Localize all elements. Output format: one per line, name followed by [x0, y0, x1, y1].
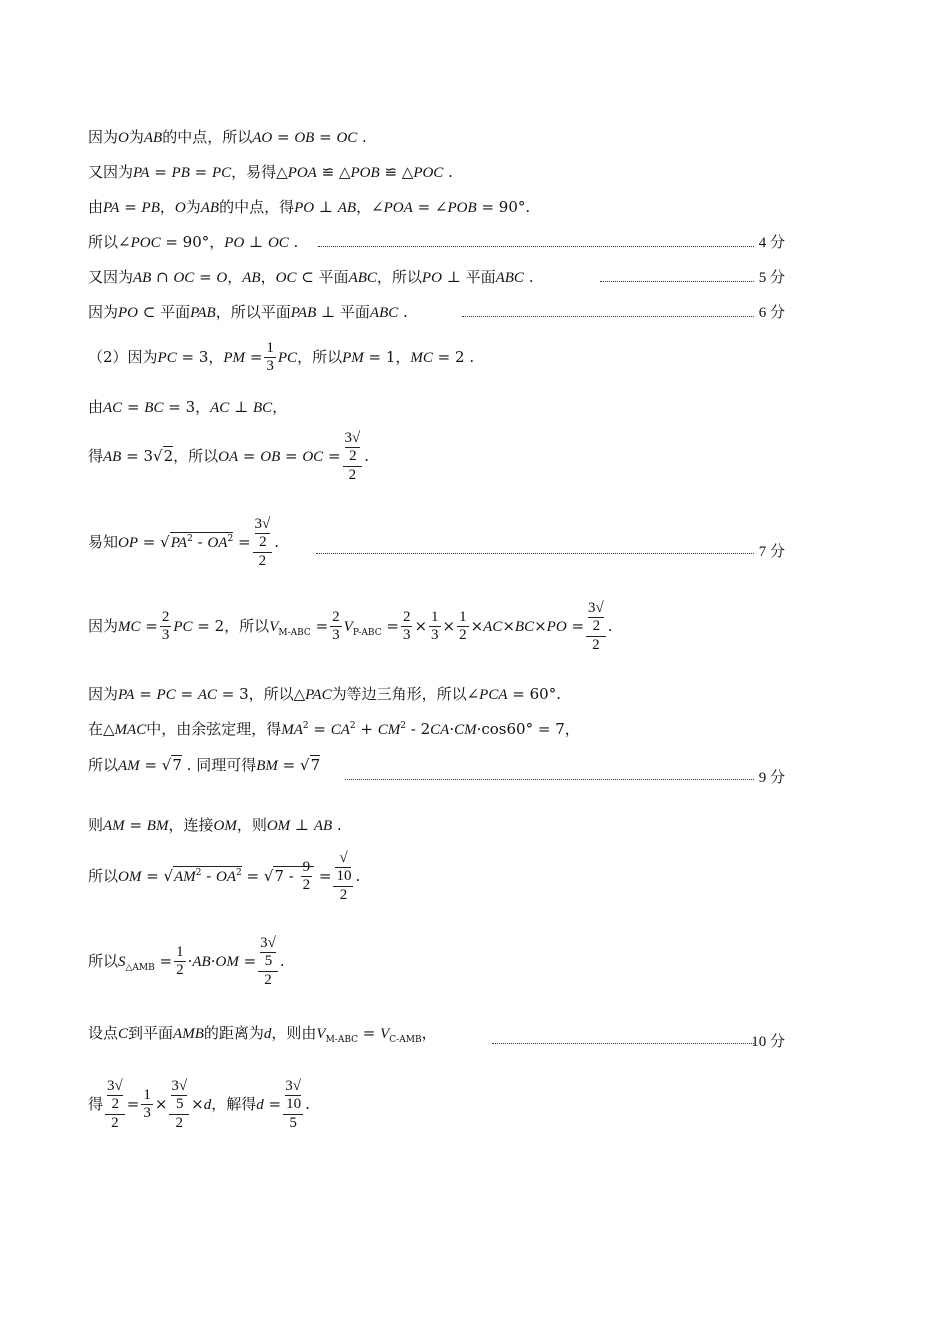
leader-dots: [492, 1043, 754, 1044]
solution-line-11: 因为MC = $\frac{2}{3}$ PC = 2，所以$V_{M-ABC}$ = $\frac{2}{3}$ $V_{P-ABC}$ = $\frac{2}{3}$ × $\frac{1}{3}$ × $\frac{1}{2}$ ×AC×BC×PO = 3√ 2 2 .: [88, 600, 613, 653]
solution-line-6: 因为PO ⊂ 平面PAB，所以平面PAB ⊥ 平面ABC .: [88, 303, 408, 321]
solution-line-1: 因为O为AB的中点，所以AO = OB = OC .: [88, 128, 367, 146]
leader-dots: [318, 246, 754, 247]
solution-line-17: 所以$S_{\triangle AMB}$ = $\frac{1}{2}$ ·AB·OM = 3√ 5 2 .: [88, 935, 285, 988]
solution-line-10: 易知OP = $√PA^2 - OA^2$ = 3√ 2 2 .: [88, 516, 280, 569]
solution-line-19: 得 3√ 2 2 = $\frac{1}{3}$ × 3√ 5 2 ×d，解得d = 3√ 10 5 .: [88, 1078, 310, 1131]
score-label: 10 分: [751, 1034, 785, 1050]
score-label: 9 分: [758, 770, 785, 786]
leader-dots: [345, 779, 754, 780]
leader-dots: [316, 553, 754, 554]
solution-line-13: 在△MAC中，由余弦定理，得$MA^2 = CA^2 + CM^2 - 2CA\cdot CM\cdot\cos 60^\circ = 7$，: [88, 720, 580, 738]
solution-line-8: 由AC = BC = 3，AC ⊥ BC，: [88, 398, 288, 416]
score-label: 4 分: [758, 235, 785, 251]
score-label: 5 分: [758, 270, 785, 286]
leader-dots: [462, 316, 754, 317]
score-label: 7 分: [758, 544, 785, 560]
solution-line-4: 所以∠POC = 90°，PO ⊥ OC .: [88, 233, 299, 251]
solution-line-7: （2）因为PC = 3，PM = $\frac{1}{3}$ PC，所以PM = 1，MC = 2 .: [88, 340, 475, 375]
solution-line-16: 所以OM = $√AM^2 - OA^2 = √7$ - $\frac{9}{2}$ = √ 10 2 .: [88, 850, 361, 903]
leader-dots: [600, 281, 754, 282]
solution-line-15: 则AM = BM，连接OM，则OM ⊥ AB .: [88, 816, 342, 834]
solution-line-5: 又因为AB ∩ OC = O，AB，OC ⊂ 平面ABC，所以PO ⊥ 平面ABC .: [88, 268, 534, 286]
solution-line-18: 设点C到平面AMB的距离为d，则由$V_{M-ABC} = V_{C-AMB}$，: [88, 1024, 437, 1045]
solution-line-3: 由PA = PB，O为AB的中点，得PO ⊥ AB，∠POA = ∠POB = 90°.: [88, 198, 531, 216]
solution-line-14: 所以AM = √7 . 同理可得BM = √7: [88, 756, 321, 774]
solution-line-12: 因为PA = PC = AC = 3，所以△PAC为等边三角形，所以∠PCA = 60°.: [88, 685, 561, 703]
score-label: 6 分: [758, 305, 785, 321]
solution-line-9: 得AB = 3√2，所以OA = OB = OC = 3√ 2 2 .: [88, 430, 370, 483]
solution-line-2: 又因为PA = PB = PC，易得△POA ≌ △POB ≌ △POC .: [88, 163, 453, 181]
